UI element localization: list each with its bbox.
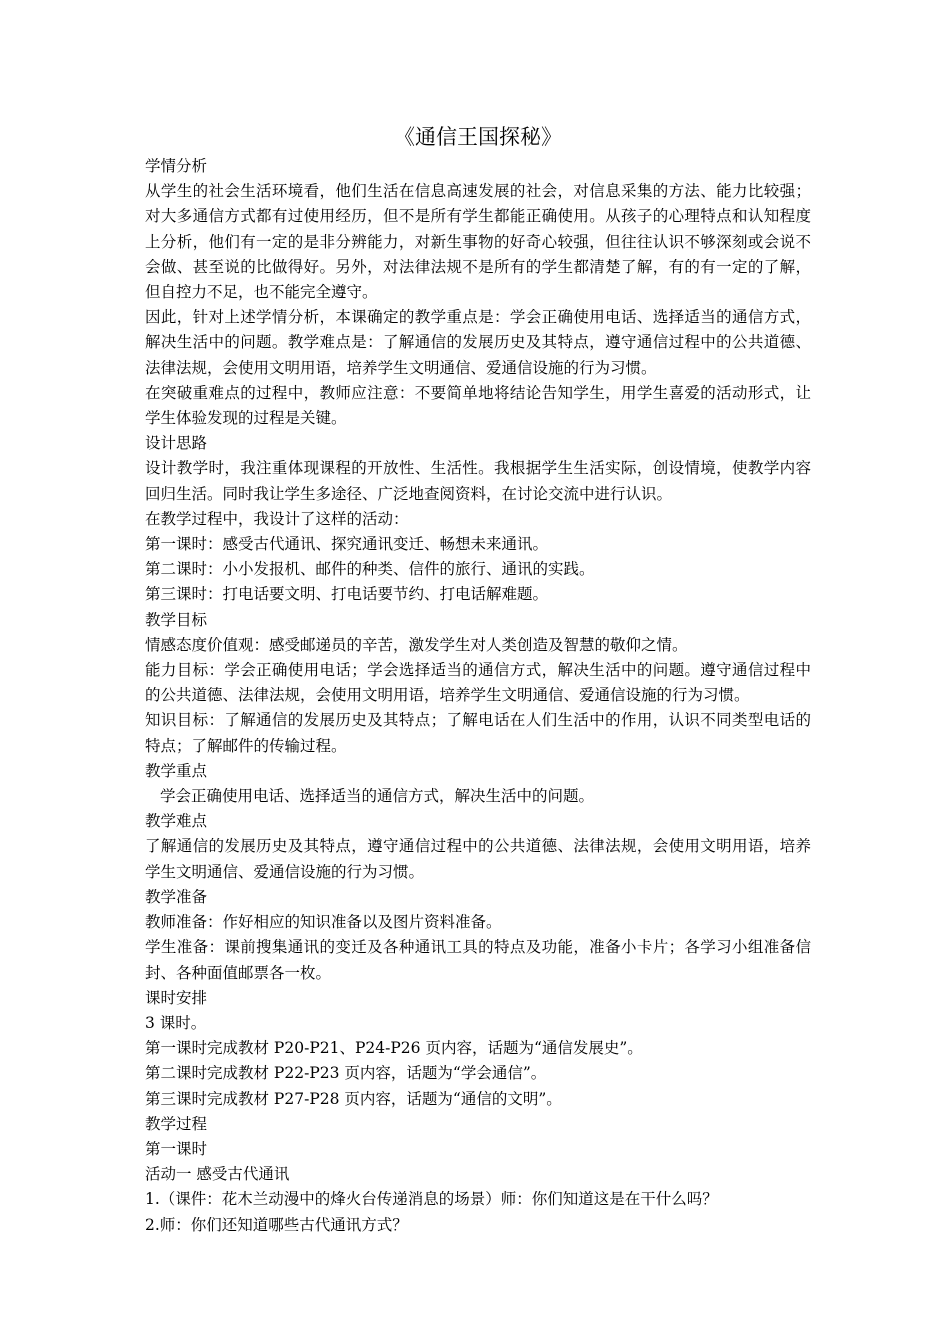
section-heading-key-points: 教学重点: [145, 761, 208, 780]
schedule-paragraph-2: 第一课时完成教材 P20-P21、P24-P26 页内容，话题为“通信发展史”。: [145, 1039, 643, 1058]
section-heading-preparation: 教学准备: [145, 887, 208, 906]
section-heading-analysis: 学情分析: [145, 157, 208, 175]
section-heading-difficulty: 教学难点: [145, 812, 208, 831]
schedule-paragraph-1: 3 课时。: [145, 1013, 207, 1032]
process-paragraph-3: 1.（课件：花木兰动漫中的烽火台传递消息的场景）师：你们知道这是在干什么吗？: [145, 1190, 718, 1209]
section-heading-goals: 教学目标: [145, 610, 208, 629]
process-paragraph-2: 活动一 感受古代通讯: [145, 1165, 290, 1184]
key-paragraph-1: 学会正确使用电话、选择适当的通信方式，解决生活中的问题。: [160, 787, 595, 806]
goal-paragraph-1: 情感态度价值观：感受邮递员的辛苦，激发学生对人类创造及智慧的敬仰之情。: [145, 635, 688, 654]
design-paragraph-1: 设计教学时，我注重体现课程的开放性、生活性。我根据学生生活实际，创设情境，使教学内容回归生活。同时我让学生多途径、广泛地查阅资料，在讨论交流中进行认识。: [145, 459, 811, 503]
analysis-paragraph-3: 在突破重难点的过程中，教师应注意：不要简单地将结论告知学生，用学生喜爱的活动形式，让学生体验发现的过程是关键。: [145, 383, 811, 428]
schedule-paragraph-4: 第三课时完成教材 P27-P28 页内容，话题为“通信的文明”。: [145, 1089, 562, 1108]
design-paragraph-4: 第二课时：小小发报机、邮件的种类、信件的旅行、通讯的实践。: [145, 560, 595, 579]
prep-paragraph-1: 教师准备：作好相应的知识准备以及图片资料准备。: [145, 913, 502, 932]
analysis-paragraph-2: 因此，针对上述学情分析，本课确定的教学重点是：学会正确使用电话、选择适当的通信方式，解决生活中的问题。教学难点是：了解通信的发展历史及其特点，遵守通信过程中的公共道德、法律法规，会使用文明用语，培养学生文明通信、爱通信设施的行为习惯。: [145, 308, 811, 377]
design-paragraph-2: 在教学过程中，我设计了这样的活动：: [145, 509, 409, 528]
analysis-paragraph-1: 从学生的社会生活环境看，他们生活在信息高速发展的社会，对信息采集的方法、能力比较强；对大多通信方式都有过使用经历，但不是所有学生都能正确使用。从孩子的心理特点和认知程度上分析，他们有一定的是非分辨能力，对新生事物的好奇心较强，但往往认识不够深刻或会说不会做、甚至说的比做得好。另外，对法律法规不是所有的学生都清楚了解，有的有一定的了解，但自控力不足，也不能完全遵守。: [145, 182, 811, 302]
section-heading-schedule: 课时安排: [145, 988, 208, 1007]
section-heading-process: 教学过程: [145, 1114, 208, 1133]
schedule-paragraph-3: 第二课时完成教材 P22-P23 页内容，话题为“学会通信”。: [145, 1064, 547, 1083]
design-paragraph-5: 第三课时：打电话要文明、打电话要节约、打电话解难题。: [145, 585, 549, 604]
goal-paragraph-2: 能力目标：学会正确使用电话；学会选择适当的通信方式，解决生活中的问题。遵守通信过程中的公共道德、法律法规，会使用文明用语，培养学生文明通信、爱通信设施的行为习惯。: [145, 661, 811, 705]
process-paragraph-4: 2.师：你们还知道哪些古代通讯方式？: [145, 1215, 408, 1234]
goal-paragraph-3: 知识目标：了解通信的发展历史及其特点；了解电话在人们生活中的作用，认识不同类型电话的特点；了解邮件的传输过程。: [145, 711, 811, 755]
prep-paragraph-2: 学生准备：课前搜集通讯的变迁及各种通讯工具的特点及功能，准备小卡片；各学习小组准备信封、各种面值邮票各一枚。: [145, 938, 811, 982]
design-paragraph-3: 第一课时：感受古代通讯、探究通讯变迁、畅想未来通讯。: [145, 535, 549, 554]
section-heading-design: 设计思路: [145, 434, 208, 453]
difficulty-paragraph-1: 了解通信的发展历史及其特点，遵守通信过程中的公共道德、法律法规，会使用文明用语，培养学生文明通信、爱通信设施的行为习惯。: [145, 837, 811, 881]
document-title: 《通信王国探秘》: [394, 125, 562, 149]
document-page: [145, 120, 811, 1238]
process-paragraph-1: 第一课时: [145, 1139, 208, 1158]
